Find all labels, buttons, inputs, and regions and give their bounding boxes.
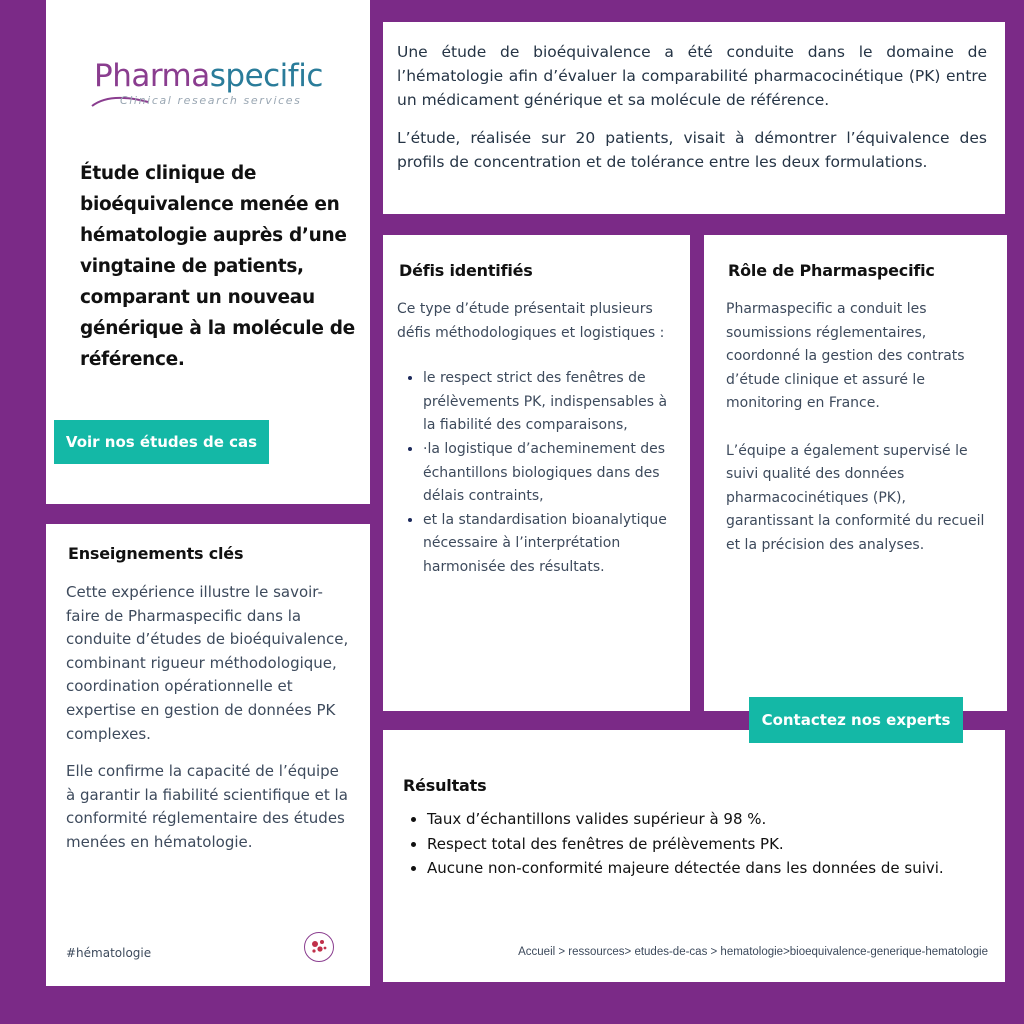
intro-card xyxy=(383,22,1005,214)
pharmaspecific-logo xyxy=(94,58,334,114)
role-paragraph-1: Pharmaspecific a conduit les soumissions réglementaires, coordonné la gestion des contrats d’étude clinique et assuré le monitoring en France. xyxy=(726,301,965,412)
intro-paragraph-1: Une étude de bioéquivalence a été conduite dans le domaine de l’hématologie afin d’évaluer la comparabilité pharmacocinétique (PK) entre un médicament générique et sa molécule de référence. xyxy=(397,43,987,109)
challenges-heading: Défis identifiés xyxy=(399,261,533,280)
list-item: • et la standardisation bioanalytique nécessaire à l’interprétation harmonisée des résultats. xyxy=(423,509,674,580)
breadcrumb[interactable]: Accueil > ressources> etudes-de-cas > hematologie>bioequivalence-generique-hematologie xyxy=(518,946,988,958)
hashtag-link[interactable]: #hématologie xyxy=(66,946,152,960)
role-card xyxy=(704,235,1007,711)
molecule-icon xyxy=(304,932,334,962)
results-list xyxy=(401,807,987,881)
list-item: • ·la logistique d’acheminement des échantillons biologiques dans des délais contraints, xyxy=(423,438,674,509)
contact-experts-button[interactable]: Contactez nos experts xyxy=(749,697,963,743)
logo-text-b: specific xyxy=(209,58,323,94)
logo-tagline: Clinical research services xyxy=(120,94,302,107)
intro-paragraph-2: L’étude, réalisée sur 20 patients, visait à démontrer l’équivalence des profils de concentration et de tolérance entre les deux formulations. xyxy=(397,129,987,171)
list-item: • Aucune non-conformité majeure détectée dans les données de suivi. xyxy=(427,856,987,881)
challenges-intro: Ce type d’étude présentait plusieurs défis méthodologiques et logistiques : xyxy=(397,301,665,341)
view-case-studies-button[interactable]: Voir nos études de cas xyxy=(54,420,269,464)
key-learnings-card xyxy=(46,524,370,986)
key-learnings-paragraph-1: Cette expérience illustre le savoir-faire de Pharmaspecific dans la conduite d’études de bioéquivalence, combinant rigueur méthodologique, coordination opérationnelle et expertise en gestion de données PK complexes. xyxy=(66,583,349,743)
role-heading: Rôle de Pharmaspecific xyxy=(728,261,935,280)
list-item: • Respect total des fenêtres de prélèvements PK. xyxy=(427,832,987,857)
results-card xyxy=(383,730,1005,982)
list-item: • Taux d’échantillons valides supérieur à 98 %. xyxy=(427,807,987,832)
list-item: • le respect strict des fenêtres de prélèvements PK, indispensables à la fiabilité des comparaisons, xyxy=(423,367,674,438)
hero-title: Étude clinique de bioéquivalence menée en hématologie auprès d’une vingtaine de patients, comparant un nouveau générique à la molécule de référence. xyxy=(80,163,355,370)
key-learnings-heading: Enseignements clés xyxy=(68,544,244,563)
logo-text-a: Pharma xyxy=(94,58,210,94)
challenges-card xyxy=(383,235,690,711)
key-learnings-paragraph-2: Elle confirme la capacité de l’équipe à garantir la fiabilité scientifique et la conformité réglementaire des études menées en hématologie. xyxy=(66,762,348,851)
role-paragraph-2: L’équipe a également supervisé le suivi qualité des données pharmacocinétiques (PK), garantissant la conformité du recueil et la précision des analyses. xyxy=(726,442,985,553)
results-heading: Résultats xyxy=(403,776,487,795)
challenges-list xyxy=(397,367,674,579)
